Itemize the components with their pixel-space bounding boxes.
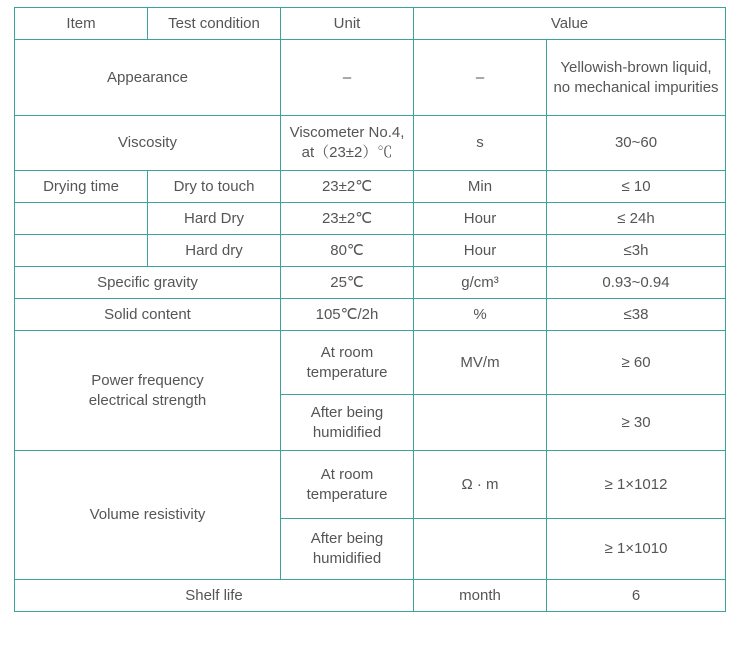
drying-time-item: Drying time xyxy=(15,171,148,203)
row-appearance xyxy=(15,40,726,116)
row-drying-hard-1 xyxy=(15,203,726,235)
row-power-frequency-room xyxy=(15,331,726,395)
drying-hard-2-unit: Hour xyxy=(414,235,547,267)
viscosity-condition-line1: Viscometer No.4, xyxy=(289,124,405,141)
drying-hard-1-value: ≤ 24h xyxy=(547,203,726,235)
specific-gravity-unit: g/cm³ xyxy=(414,267,547,299)
appearance-value xyxy=(547,40,726,116)
power-frequency-humid-value: ≥ 30 xyxy=(547,395,726,451)
table-header-row xyxy=(15,8,726,40)
power-frequency-room-cond-line2: temperature xyxy=(306,363,388,381)
appearance-value-line1: Yellowish-brown liquid, xyxy=(560,58,712,76)
appearance-condition: – xyxy=(281,40,414,116)
specific-gravity-item: Specific gravity xyxy=(15,267,281,299)
drying-touch-sub: Dry to touch xyxy=(148,171,281,203)
appearance-value-line2: no mechanical impurities xyxy=(553,78,719,96)
header-unit: Unit xyxy=(281,8,414,40)
volume-resistivity-room-value: ≥ 1×1012 xyxy=(547,451,726,519)
drying-touch-condition: 23±2℃ xyxy=(281,171,414,203)
volume-resistivity-humid-cond-line1: After being xyxy=(310,530,384,547)
power-frequency-item-line2: electrical strength xyxy=(88,391,207,409)
row-specific-gravity xyxy=(15,267,726,299)
volume-resistivity-room-cond-line1: At room xyxy=(320,465,374,483)
solid-content-condition: 105℃/2h xyxy=(281,299,414,331)
power-frequency-room-unit: MV/m xyxy=(414,331,547,395)
viscosity-condition xyxy=(281,116,414,171)
row-drying-hard-2 xyxy=(15,235,726,267)
solid-content-unit: % xyxy=(414,299,547,331)
appearance-unit: – xyxy=(414,40,547,116)
viscosity-value: 30~60 xyxy=(547,116,726,171)
solid-content-value: ≤38 xyxy=(547,299,726,331)
drying-hard-2-blank xyxy=(15,235,148,267)
viscosity-unit: s xyxy=(414,116,547,171)
drying-hard-1-condition: 23±2℃ xyxy=(281,203,414,235)
volume-resistivity-room-cond-line2: temperature xyxy=(306,485,388,503)
header-value: Value xyxy=(414,8,726,40)
power-frequency-room-condition xyxy=(281,331,414,395)
drying-hard-1-blank xyxy=(15,203,148,235)
specification-table xyxy=(14,7,726,612)
appearance-item: Appearance xyxy=(15,40,281,116)
row-volume-resistivity-room xyxy=(15,451,726,519)
shelf-life-item: Shelf life xyxy=(15,580,414,612)
drying-touch-unit: Min xyxy=(414,171,547,203)
power-frequency-humid-unit xyxy=(414,395,547,451)
power-frequency-humid-cond-line1: After being xyxy=(310,403,384,421)
volume-resistivity-humid-cond-line2: humidified xyxy=(312,550,382,567)
header-test-condition: Test condition xyxy=(148,8,281,40)
viscosity-item: Viscosity xyxy=(15,116,281,171)
drying-hard-1-unit: Hour xyxy=(414,203,547,235)
row-drying-touch xyxy=(15,171,726,203)
volume-resistivity-humid-value: ≥ 1×1010 xyxy=(547,519,726,580)
viscosity-condition-line2: at（23±2）℃ xyxy=(301,144,393,161)
specific-gravity-condition: 25℃ xyxy=(281,267,414,299)
shelf-life-unit: month xyxy=(414,580,547,612)
volume-resistivity-room-condition xyxy=(281,451,414,519)
power-frequency-item xyxy=(15,331,281,451)
shelf-life-value: 6 xyxy=(547,580,726,612)
drying-hard-2-sub: Hard dry xyxy=(148,235,281,267)
drying-hard-2-value: ≤3h xyxy=(547,235,726,267)
volume-resistivity-room-unit: Ω · m xyxy=(414,451,547,519)
specific-gravity-value: 0.93~0.94 xyxy=(547,267,726,299)
volume-resistivity-humid-unit xyxy=(414,519,547,580)
volume-resistivity-item: Volume resistivity xyxy=(15,451,281,580)
power-frequency-item-line1: Power frequency xyxy=(91,371,204,389)
row-shelf-life xyxy=(15,580,726,612)
power-frequency-humid-cond-line2: humidified xyxy=(312,423,382,441)
drying-hard-1-sub: Hard Dry xyxy=(148,203,281,235)
drying-touch-value: ≤ 10 xyxy=(547,171,726,203)
power-frequency-room-value: ≥ 60 xyxy=(547,331,726,395)
row-solid-content xyxy=(15,299,726,331)
power-frequency-humid-condition xyxy=(281,395,414,451)
drying-hard-2-condition: 80℃ xyxy=(281,235,414,267)
volume-resistivity-humid-condition xyxy=(281,519,414,580)
row-viscosity xyxy=(15,116,726,171)
solid-content-item: Solid content xyxy=(15,299,281,331)
header-item: Item xyxy=(15,8,148,40)
power-frequency-room-cond-line1: At room xyxy=(320,343,374,361)
